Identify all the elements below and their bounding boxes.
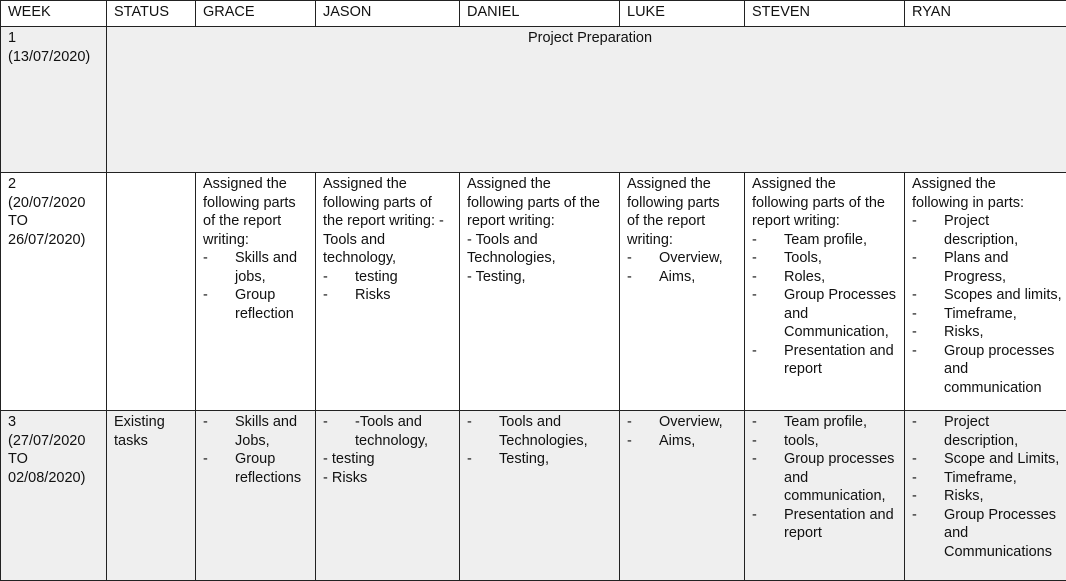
assignment-item [467, 413, 619, 450]
assignment-item [203, 249, 315, 286]
assignment-item [323, 268, 459, 287]
assignment-item-text: tools, [770, 432, 904, 451]
assignment-item-text: Risks, [930, 323, 1066, 342]
week1-row [1, 27, 1066, 173]
assignment-intro-line: report writing: [467, 212, 619, 231]
assignment-intro-line: following parts [203, 194, 315, 213]
assignment-intro-line: technology, [323, 249, 459, 268]
week2-jason-cell [316, 173, 460, 411]
bullet-dash: - [323, 268, 341, 287]
bullet-dash: - [752, 506, 770, 543]
assignment-intro-line: writing: [627, 231, 744, 250]
assignment-intro-line: following parts of the [752, 194, 904, 213]
assignment-item [912, 413, 1066, 450]
assignment-item [323, 286, 459, 305]
header-week: WEEK [1, 1, 107, 27]
assignment-item-text: Timeframe, [930, 469, 1066, 488]
assignment-intro-line: following parts of the [467, 194, 619, 213]
week2-luke-cell [620, 173, 745, 411]
bullet-dash: - [752, 342, 770, 379]
week3-row [1, 411, 1066, 581]
assignment-item-text: -Tools and technology, [341, 413, 459, 450]
week3-status-text: Existing tasks [114, 414, 165, 449]
assignment-item [752, 342, 904, 379]
assignment-intro-line: Technologies, [467, 249, 619, 268]
bullet-dash: - [752, 413, 770, 432]
assignment-item-text: Team profile, [770, 413, 904, 432]
assignment-item [752, 231, 904, 250]
assignment-item-text: testing [341, 268, 459, 287]
header-steven: STEVEN [745, 1, 905, 27]
assignment-intro-line: Assigned the [627, 175, 744, 194]
week2-row [1, 173, 1066, 411]
assignment-item [752, 268, 904, 287]
assignment-item-text: Group Processes and Communication, [770, 286, 904, 342]
assignment-item [912, 286, 1066, 305]
assignment-intro-line: writing: [203, 231, 315, 250]
header-jason: JASON [316, 1, 460, 27]
bullet-dash: - [912, 469, 930, 488]
assignment-item-text: Risks, [930, 487, 1066, 506]
bullet-dash: - [752, 286, 770, 342]
assignment-item [627, 249, 744, 268]
week3-luke-cell [620, 411, 745, 581]
header-ryan: RYAN [905, 1, 1066, 27]
assignment-intro-line: Assigned the [323, 175, 459, 194]
bullet-dash: - [203, 450, 221, 487]
bullet-dash: - [323, 413, 341, 450]
bullet-dash: - [912, 487, 930, 506]
bullet-dash: - [912, 413, 930, 450]
assignment-item-text: Skills and Jobs, [221, 413, 315, 450]
bullet-dash: - [752, 231, 770, 250]
assignment-item-text: Timeframe, [930, 305, 1066, 324]
assignment-intro-line: Assigned the [752, 175, 904, 194]
assignment-item [752, 286, 904, 342]
bullet-dash: - [203, 413, 221, 450]
assignment-item-text: Roles, [770, 268, 904, 287]
assignment-item-text: Tools and Technologies, [485, 413, 619, 450]
assignment-item [912, 450, 1066, 469]
bullet-dash: - [752, 432, 770, 451]
week3-grace-cell [196, 411, 316, 581]
bullet-dash: - [912, 323, 930, 342]
week3-status-cell [107, 411, 196, 581]
assignment-item-text: Group processes and communication [930, 342, 1066, 398]
bullet-dash: - [912, 212, 930, 249]
assignment-intro-line: of the report [203, 212, 315, 231]
assignment-item-text: Group processes and communication, [770, 450, 904, 506]
header-status: STATUS [107, 1, 196, 27]
assignment-item [912, 469, 1066, 488]
bullet-dash: - [752, 450, 770, 506]
week2-daniel-cell [460, 173, 620, 411]
assignment-item [752, 450, 904, 506]
bullet-dash: - [467, 413, 485, 450]
assignment-item-text: Group Processes and Communications [930, 506, 1066, 562]
bullet-dash: - [627, 249, 645, 268]
assignment-item-text: Overview, [645, 249, 744, 268]
bullet-dash: - [752, 249, 770, 268]
week3-jason-cell [316, 411, 460, 581]
assignment-item-text: Scopes and limits, [930, 286, 1066, 305]
bullet-dash: - [627, 268, 645, 287]
assignment-intro-line: following parts [627, 194, 744, 213]
project-preparation-cell: Project Preparation [107, 27, 1066, 173]
assignment-item [323, 413, 459, 450]
assignment-item [203, 413, 315, 450]
assignment-item-text: Skills and jobs, [221, 249, 315, 286]
assignment-item-text: Team profile, [770, 231, 904, 250]
assignment-item-text: Aims, [645, 432, 744, 451]
assignment-intro-line: report writing: [752, 212, 904, 231]
assignment-item-text: Presentation and report [770, 342, 904, 379]
assignment-item [752, 249, 904, 268]
bullet-dash: - [752, 268, 770, 287]
assignment-item-text: Project description, [930, 413, 1066, 450]
assignment-item-text: Plans and Progress, [930, 249, 1066, 286]
week3-steven-cell [745, 411, 905, 581]
bullet-dash: - [323, 286, 341, 305]
assignment-intro-line: Assigned the [203, 175, 315, 194]
assignment-intro-line: Assigned the [912, 175, 1066, 194]
header-grace: GRACE [196, 1, 316, 27]
assignment-item [467, 450, 619, 469]
assignment-item [912, 342, 1066, 398]
assignment-item [752, 506, 904, 543]
assignment-item-text: Overview, [645, 413, 744, 432]
assignment-item-text: Testing, [485, 450, 619, 469]
assignment-item-text: Scope and Limits, [930, 450, 1066, 469]
assignment-item-text: Tools, [770, 249, 904, 268]
assignment-item [627, 268, 744, 287]
assignment-item-text: Presentation and report [770, 506, 904, 543]
assignment-item [912, 212, 1066, 249]
bullet-dash: - [912, 450, 930, 469]
assignment-intro-line: Tools and [323, 231, 459, 250]
bullet-dash: - [627, 413, 645, 432]
assignment-item [627, 432, 744, 451]
assignment-item [203, 450, 315, 487]
week3-cell: 3 (27/07/2020 TO 02/08/2020) [1, 411, 107, 581]
week3-daniel-cell [460, 411, 620, 581]
assignment-item [912, 487, 1066, 506]
assignment-intro-line: of the report [627, 212, 744, 231]
assignment-item-text: Risks [341, 286, 459, 305]
assignment-item [912, 506, 1066, 562]
bullet-dash: - [203, 286, 221, 323]
week2-grace-cell [196, 173, 316, 411]
bullet-dash: - [912, 506, 930, 562]
assignment-item [752, 432, 904, 451]
bullet-dash: - [203, 249, 221, 286]
bullet-dash: - [912, 286, 930, 305]
assignment-item-text: Aims, [645, 268, 744, 287]
week2-steven-cell [745, 173, 905, 411]
assignment-intro-line: following parts of [323, 194, 459, 213]
bullet-dash: - [912, 305, 930, 324]
assignment-intro-line: - Testing, [467, 268, 619, 287]
week1-cell: 1 (13/07/2020) [1, 27, 107, 173]
week3-ryan-cell [905, 411, 1066, 581]
header-daniel: DANIEL [460, 1, 620, 27]
assignment-item [912, 305, 1066, 324]
assignment-intro-line: the report writing: - [323, 212, 459, 231]
assignment-item-text: Group reflections [221, 450, 315, 487]
bullet-dash: - [912, 342, 930, 398]
assignment-item [752, 413, 904, 432]
bullet-dash: - [627, 432, 645, 451]
assignment-tail-line: - testing [323, 450, 459, 469]
header-luke: LUKE [620, 1, 745, 27]
assignment-item [627, 413, 744, 432]
week2-ryan-cell [905, 173, 1066, 411]
assignment-item-text: Group reflection [221, 286, 315, 323]
assignment-tail-line: - Risks [323, 469, 459, 488]
header-row [1, 1, 1066, 27]
assignment-item [912, 249, 1066, 286]
assignment-item-text: Project description, [930, 212, 1066, 249]
bullet-dash: - [912, 249, 930, 286]
week2-status-cell [107, 173, 196, 411]
assignment-item [912, 323, 1066, 342]
assignment-item [203, 286, 315, 323]
assignment-intro-line: following in parts: [912, 194, 1066, 213]
week2-cell: 2 (20/07/2020 TO 26/07/2020) [1, 173, 107, 411]
assignment-intro-line: Assigned the [467, 175, 619, 194]
bullet-dash: - [467, 450, 485, 469]
assignment-intro-line: - Tools and [467, 231, 619, 250]
